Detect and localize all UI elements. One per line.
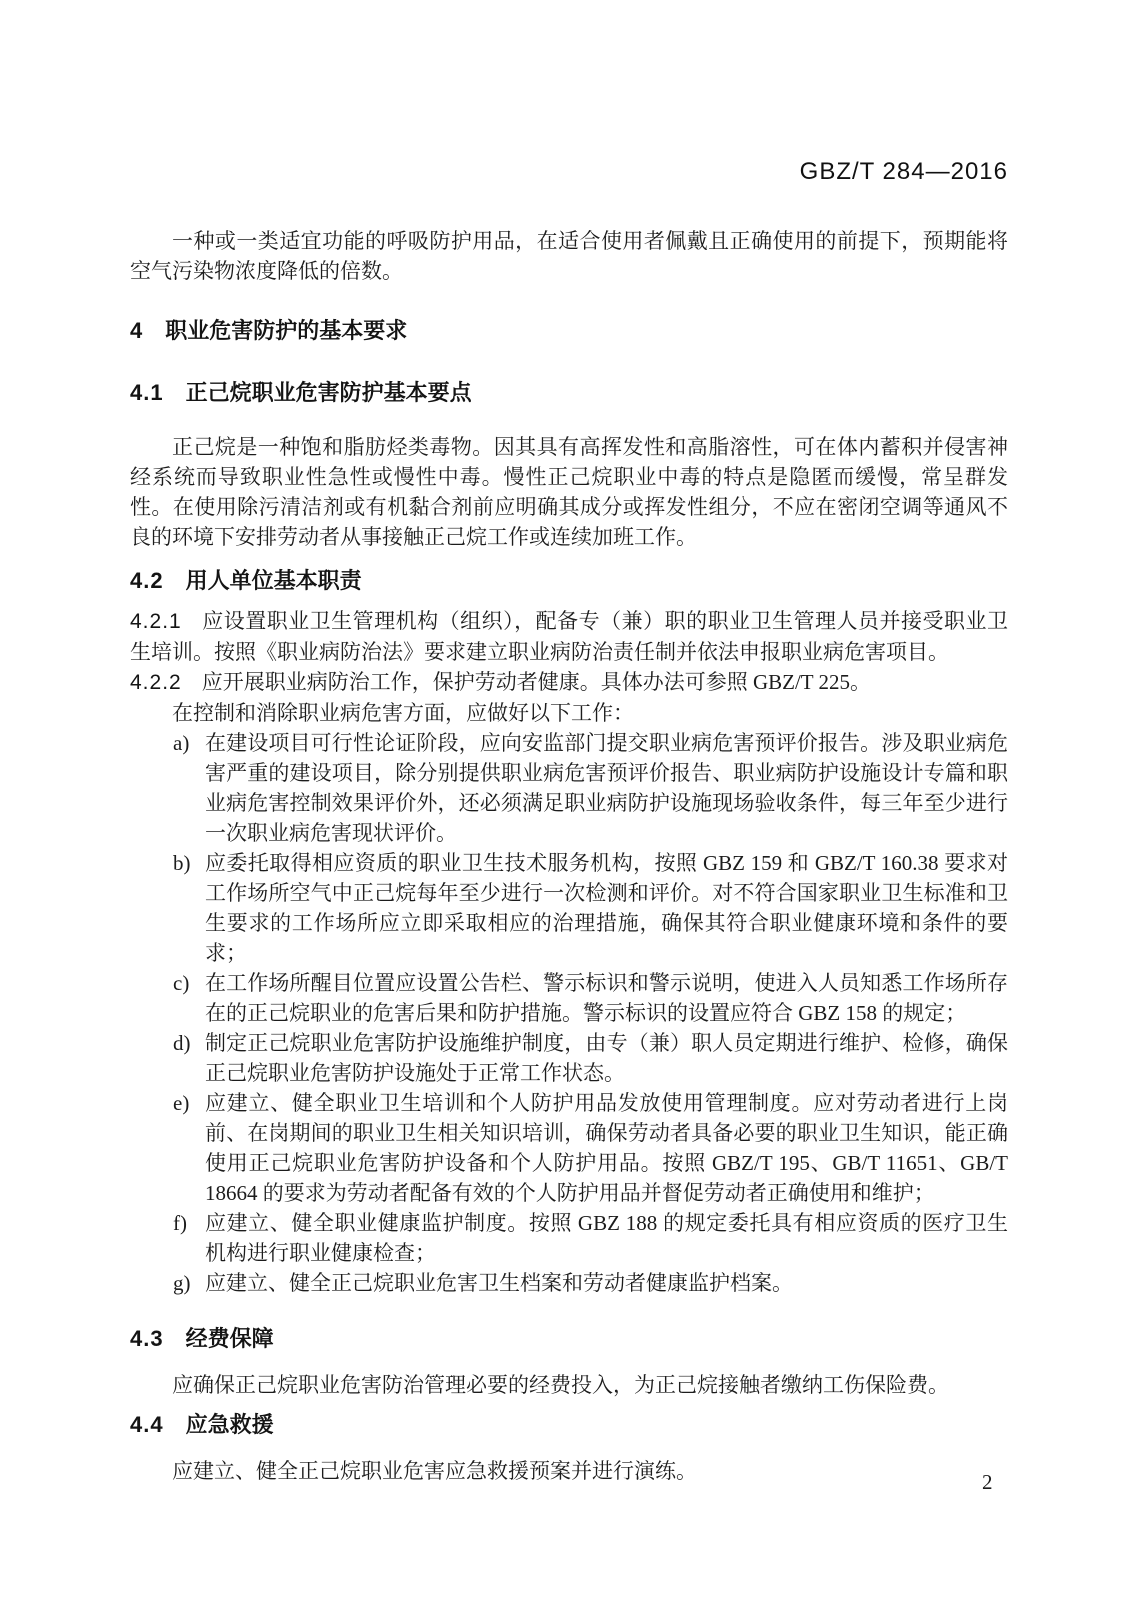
- lettered-list: [130, 728, 1008, 1298]
- section-4-4-heading: [130, 1412, 1008, 1438]
- section-4-2-heading: [130, 568, 1008, 594]
- section-4-3-paragraph: 应确保正己烷职业危害防治管理必要的经费投入，为正己烷接触者缴纳工伤保险费。: [172, 1373, 949, 1397]
- section-4-4-title: 应急救援: [185, 1412, 274, 1437]
- section-4-3-title: 经费保障: [185, 1326, 274, 1351]
- section-4-4-paragraph: 应建立、健全正己烷职业危害应急救援预案并进行演练。: [172, 1459, 697, 1483]
- list-item-label: e): [173, 1091, 190, 1115]
- list-item-label: c): [173, 971, 190, 995]
- list-item: [130, 1028, 1008, 1088]
- intro-paragraph: 一种或一类适宜功能的呼吸防护用品，在适合使用者佩戴且正确使用的前提下，预期能将空气污染物浓度降低的倍数。: [130, 229, 1008, 283]
- clause-4-2-2: [130, 667, 1008, 698]
- list-item: [130, 968, 1008, 1028]
- list-item-label: f): [173, 1211, 187, 1235]
- list-item-text: 应建立、健全职业健康监护制度。按照 GBZ 188 的规定委托具有相应资质的医疗卫生机构进行职业健康检查；: [205, 1211, 1008, 1265]
- list-item-text: 制定正己烷职业危害防护设施维护制度，由专（兼）职人员定期进行维护、检修，确保正己烷职业危害防护设施处于正常工作状态。: [205, 1031, 1008, 1085]
- section-4-1-heading: [130, 380, 1008, 406]
- list-item-text: 应建立、健全职业卫生培训和个人防护用品发放使用管理制度。应对劳动者进行上岗前、在岗期间的职业卫生相关知识培训，确保劳动者具备必要的职业卫生知识，能正确使用正己烷职业危害防护设备和个人防护用品。按照 GBZ/T 195、GB/T 11651、GB/T 18664 的要求为劳动者配备有效的个人防护用品并督促劳动者正确使用和维护；: [205, 1091, 1008, 1205]
- list-item: [130, 1268, 1008, 1298]
- page-number: 2: [982, 1470, 993, 1494]
- section-4-2-number: 4.2: [130, 568, 164, 593]
- list-item: [130, 1208, 1008, 1268]
- page-content: [130, 158, 1008, 1486]
- clause-4-2-1: [130, 606, 1008, 667]
- section-4-number: 4: [130, 318, 144, 343]
- list-item-text: 应委托取得相应资质的职业卫生技术服务机构，按照 GBZ 159 和 GBZ/T 160.38 要求对工作场所空气中正己烷每年至少进行一次检测和评价。对不符合国家职业卫生标准和卫生要求的工作场所应立即采取相应的治理措施，确保其符合职业健康环境和条件的要求；: [205, 851, 1008, 965]
- section-4-1-title: 正己烷职业危害防护基本要点: [185, 380, 472, 405]
- list-item-label: g): [173, 1271, 191, 1295]
- standard-number-header: GBZ/T 284—2016: [799, 158, 1008, 185]
- list-item-text: 在工作场所醒目位置应设置公告栏、警示标识和警示说明，使进入人员知悉工作场所存在的正己烷职业的危害后果和防护措施。警示标识的设置应符合 GBZ 158 的规定；: [205, 971, 1008, 1025]
- list-item-label: b): [173, 851, 191, 875]
- section-4-heading: [130, 318, 1008, 344]
- clause-4-2-1-text: 应设置职业卫生管理机构（组织），配备专（兼）职的职业卫生管理人员并接受职业卫生培训。按照《职业病防治法》要求建立职业病防治责任制并依法申报职业病危害项目。: [130, 609, 1008, 664]
- clause-4-2-1-number: 4.2.1: [130, 610, 182, 633]
- section-4-title: 职业危害防护的基本要求: [165, 318, 408, 343]
- list-intro-line: 在控制和消除职业病危害方面，应做好以下工作：: [172, 701, 634, 725]
- section-4-3-number: 4.3: [130, 1326, 164, 1351]
- section-4-2-title: 用人单位基本职责: [185, 568, 362, 593]
- section-4-4-number: 4.4: [130, 1412, 164, 1437]
- section-4-1-number: 4.1: [130, 380, 164, 405]
- list-item: [130, 1088, 1008, 1208]
- clause-4-2-2-text: 应开展职业病防治工作，保护劳动者健康。具体办法可参照 GBZ/T 225。: [201, 670, 871, 694]
- list-item-text: 应建立、健全正己烷职业危害卫生档案和劳动者健康监护档案。: [205, 1271, 793, 1295]
- section-4-3-heading: [130, 1326, 1008, 1352]
- list-item: [130, 848, 1008, 968]
- list-item: [130, 728, 1008, 848]
- clause-4-2-2-number: 4.2.2: [130, 671, 182, 694]
- list-item-label: a): [173, 731, 190, 755]
- list-item-text: 在建设项目可行性论证阶段，应向安监部门提交职业病危害预评价报告。涉及职业病危害严重的建设项目，除分别提供职业病危害预评价报告、职业病防护设施设计专篇和职业病危害控制效果评价外，还必须满足职业病防护设施现场验收条件，每三年至少进行一次职业病危害现状评价。: [205, 731, 1008, 845]
- list-item-label: d): [173, 1031, 191, 1055]
- section-4-1-paragraph: 正己烷是一种饱和脂肪烃类毒物。因其具有高挥发性和高脂溶性，可在体内蓄积并侵害神经系统而导致职业性急性或慢性中毒。慢性正己烷职业中毒的特点是隐匿而缓慢，常呈群发性。在使用除污清洁剂或有机黏合剂前应明确其成分或挥发性组分，不应在密闭空调等通风不良的环境下安排劳动者从事接触正己烷工作或连续加班工作。: [130, 435, 1008, 549]
